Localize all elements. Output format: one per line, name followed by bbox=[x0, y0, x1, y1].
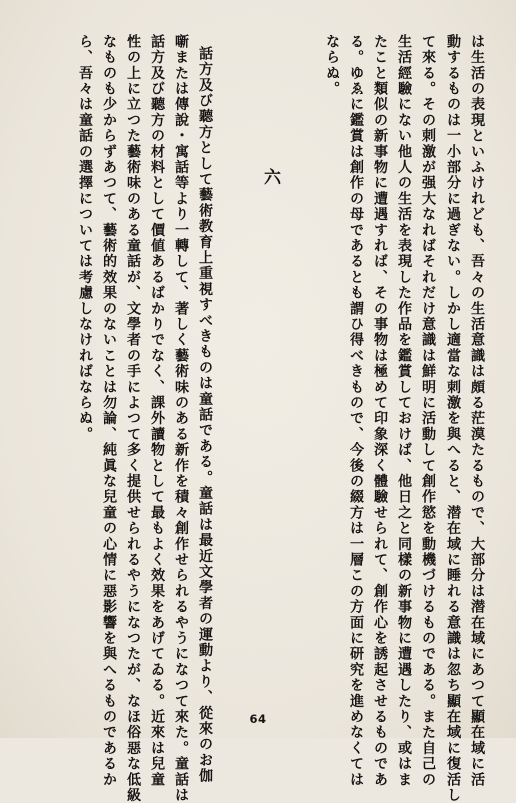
text-column: たこと類似の新事物に遭遇すれば、その事物は極めて印象深く體驗せられて、創作心を誘起させるものであ bbox=[372, 34, 389, 788]
text-column: は生活の表現といふけれども、吾々の生活意識は頗る茫漠たるもので、大部分は潜在域にあつて顯在域に活 bbox=[469, 34, 486, 788]
text-column: 性の上に立つた藝術味のある童話が、文學者の手によつて多く提供せられるやうになつたが、なほ俗惡な低級 bbox=[125, 34, 142, 803]
text-column: 噺または傳說・寓話等より一轉して、著しく藝術味のある新作を積々創作せられるやうになつて來た。童話は bbox=[173, 34, 190, 803]
text-column: 話方及び聽方の材料として價値あるばかりでなく、課外讀物として最もよく效果をあげてゐる。近來は兒童 bbox=[149, 34, 166, 788]
text-column: ならぬ。 bbox=[324, 34, 341, 97]
text-column: 生活經驗にない他人の生活を表現した作品を鑑賞しておけば、他日之と同樣の新事物に遭遇したり、或はま bbox=[396, 34, 413, 788]
text-column: ら、吾々は童話の選擇については考慮しなければならぬ。 bbox=[77, 34, 94, 443]
text-column: なものも少からずあつて、藝術的效果のないことは勿論、純眞な兒童の心情に惡影響を與へるものであるか bbox=[101, 34, 118, 788]
page-number: 64 bbox=[249, 712, 267, 726]
text-column: 話方及び聽方として藝術教育上重視すべきものは童話である。童話は最近文學者の運動より、從來のお伽 bbox=[197, 46, 214, 784]
text-column: る。ゆゑに鑑賞は創作の母であるとも謂ひ得べきもので、今後の綴方は一層この方面に研究を進めなくては bbox=[348, 34, 365, 788]
text-column: 動するものは一小部分に過ぎない。しかし適當な刺激を與へると、潜在域に睡れる意識は忽ち顯在域に復活し bbox=[445, 34, 462, 803]
text-column: て來る。その刺激が强大なればそれだけ意識は鮮明に活動して創作慾を動機づけるものである。また自己の bbox=[420, 34, 437, 788]
section-heading: 六 bbox=[260, 168, 280, 185]
